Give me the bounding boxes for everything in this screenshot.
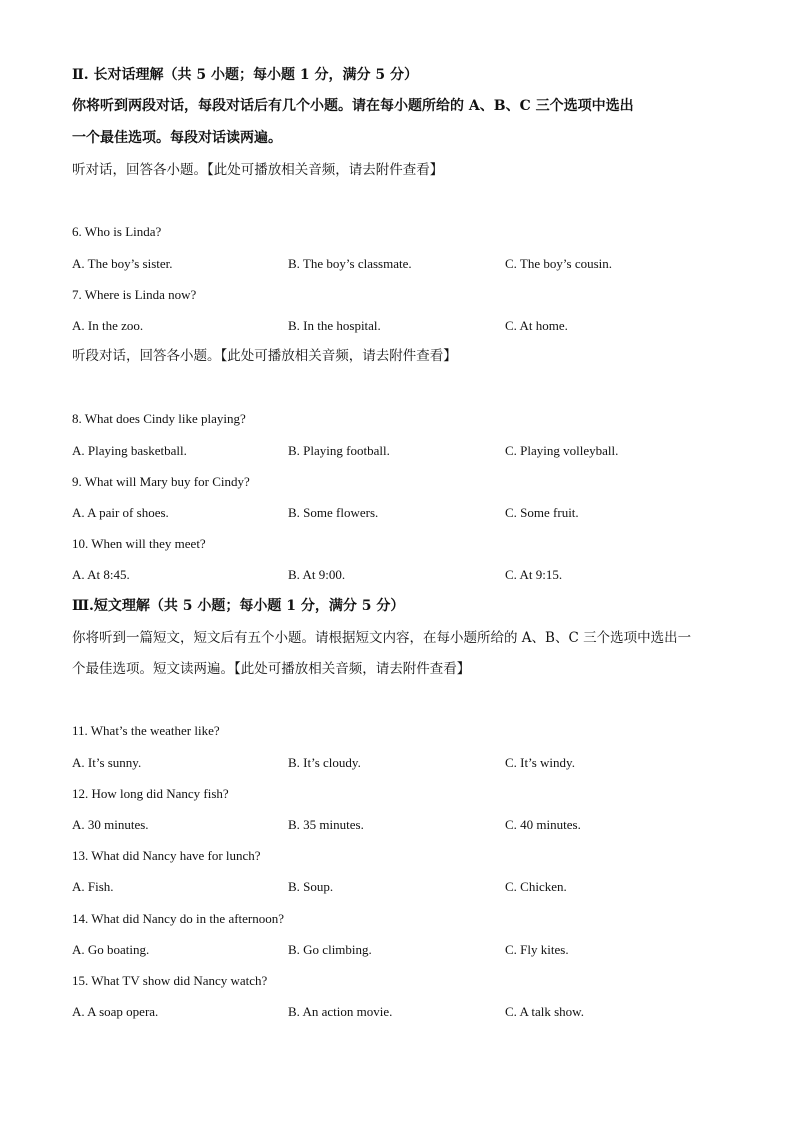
option-c: C. At home.	[505, 318, 568, 333]
option-b: B. It’s cloudy.	[288, 755, 361, 770]
question-stem: 12. How long did Nancy fish?	[72, 786, 229, 801]
question-stem: 9. What will Mary buy for Cindy?	[72, 474, 250, 489]
question-stem: 13. What did Nancy have for lunch?	[72, 848, 261, 863]
question-stem: 10. When will they meet?	[72, 536, 206, 551]
option-a: A. Go boating.	[72, 942, 150, 957]
option-b: B. Go climbing.	[288, 942, 372, 957]
option-a: A. The boy’s sister.	[72, 256, 173, 271]
option-c: C. The boy’s cousin.	[505, 256, 613, 271]
question-stem: 6. Who is Linda?	[72, 224, 162, 239]
option-c: C. 40 minutes.	[505, 817, 581, 832]
option-c: C. At 9:15.	[505, 567, 563, 582]
option-a: A. 30 minutes.	[72, 817, 149, 832]
option-a: A. A soap opera.	[72, 1004, 159, 1019]
question-stem: 7. Where is Linda now?	[72, 287, 197, 302]
option-a: A. It’s sunny.	[72, 755, 142, 770]
option-c: C. Playing volleyball.	[505, 443, 619, 458]
option-c: C. Some fruit.	[505, 505, 579, 520]
section-3-intro-line-1: 你将听到一篇短文，短文后有五个小题。请根据短文内容，在每小题所给的 A、B、C 三个选项中选出一	[72, 630, 692, 646]
option-b: B. At 9:00.	[288, 567, 346, 582]
option-b: B. In the hospital.	[288, 318, 381, 333]
option-c: C. A talk show.	[505, 1004, 584, 1019]
question-stem: 14. What did Nancy do in the afternoon?	[72, 911, 285, 926]
option-b: B. Some flowers.	[288, 505, 379, 520]
option-b: B. 35 minutes.	[288, 817, 364, 832]
question-stem: 11. What’s the weather like?	[72, 723, 220, 738]
section-3-intro-line-2: 个最佳选项。短文读两遍。【此处可播放相关音频，请去附件查看】	[72, 661, 471, 677]
section-2-intro-line-2: 一个最佳选项。每段对话读两遍。	[72, 130, 282, 146]
option-a: A. In the zoo.	[72, 318, 144, 333]
option-b: B. The boy’s classmate.	[288, 256, 412, 271]
option-b: B. An action movie.	[288, 1004, 393, 1019]
option-c: C. Fly kites.	[505, 942, 569, 957]
question-stem: 8. What does Cindy like playing?	[72, 411, 246, 426]
option-b: B. Soup.	[288, 879, 334, 894]
option-a: A. A pair of shoes.	[72, 505, 169, 520]
question-stem: 15. What TV show did Nancy watch?	[72, 973, 268, 988]
dialog-2-instruction: 听段对话，回答各小题。【此处可播放相关音频，请去附件查看】	[72, 348, 457, 364]
option-c: C. It’s windy.	[505, 755, 575, 770]
section-2-heading: Ⅱ. 长对话理解（共 5 小题；每小题 1 分，满分 5 分）	[72, 67, 419, 83]
section-2-intro-line-1: 你将听到两段对话，每段对话后有几个小题。请在每小题所给的 A、B、C 三个选项中选出	[72, 98, 634, 114]
dialog-1-instruction: 听对话，回答各小题。【此处可播放相关音频，请去附件查看】	[72, 162, 444, 178]
option-c: C. Chicken.	[505, 879, 567, 894]
option-b: B. Playing football.	[288, 443, 390, 458]
section-3-heading: Ⅲ.短文理解（共 5 小题；每小题 1 分，满分 5 分）	[72, 598, 405, 614]
option-a: A. Fish.	[72, 879, 114, 894]
option-a: A. At 8:45.	[72, 567, 130, 582]
option-a: A. Playing basketball.	[72, 443, 187, 458]
